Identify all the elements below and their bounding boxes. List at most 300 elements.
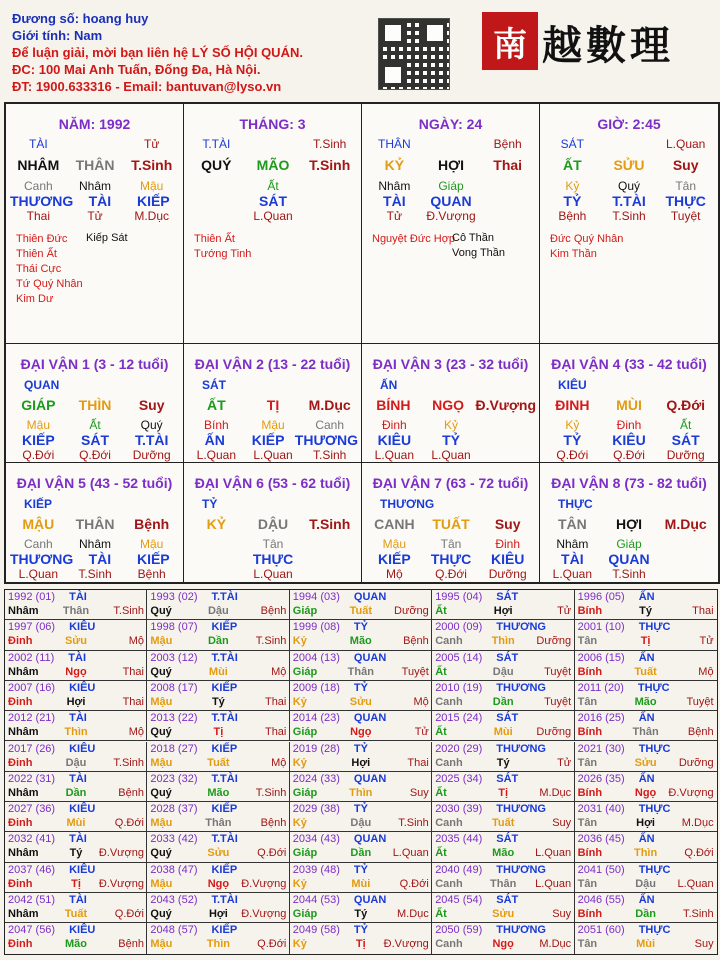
dai-van-title: ĐẠI VẬN 4 (33 - 42 tuổi) bbox=[551, 356, 707, 372]
year-stem: Canh bbox=[435, 817, 463, 830]
year-stem: Đinh bbox=[8, 695, 33, 708]
year-stem: Giáp bbox=[292, 665, 318, 678]
year-stage: Tử bbox=[557, 605, 572, 617]
dai-van-main-0: MẬU bbox=[22, 516, 55, 532]
dai-van-main-2: M.Dục bbox=[308, 397, 351, 413]
dai-van-hidden-0: Đinh bbox=[381, 418, 407, 432]
dai-van-stages-1: Q.Đới bbox=[79, 448, 111, 462]
dai-van-stages-0: Q.Đới bbox=[556, 448, 589, 462]
dai-van-hidden-1: Kỷ bbox=[444, 418, 459, 432]
year-header bbox=[578, 591, 655, 603]
year-branch: Sửu bbox=[349, 695, 372, 708]
year-branch: Mùi bbox=[208, 665, 228, 678]
dai-van-god: QUAN bbox=[24, 378, 60, 392]
pillar-title: NGÀY: 24 bbox=[418, 116, 483, 132]
year-god: T.TÀI bbox=[211, 772, 238, 785]
year-cell bbox=[5, 711, 147, 741]
year-label: 1993 (02) bbox=[150, 591, 198, 603]
year-god: KIÊU bbox=[69, 924, 96, 937]
year-cell bbox=[5, 802, 147, 832]
year-branch: Sửu bbox=[207, 847, 230, 860]
year-stage: Mộ bbox=[128, 635, 144, 648]
year-god: TÀI bbox=[69, 833, 87, 846]
year-header bbox=[578, 652, 655, 664]
year-label: 2020 (29) bbox=[435, 742, 483, 755]
pillar-gods bbox=[544, 193, 714, 209]
dai-van-gods-0: KIÊU bbox=[377, 432, 412, 448]
year-stage: Đ.Vượng bbox=[668, 786, 714, 799]
year-stem: Tân bbox=[577, 877, 598, 890]
year-stage: T.Sinh bbox=[398, 817, 429, 830]
pillar-star-2: Cô Thần bbox=[452, 232, 494, 244]
dai-van-gods bbox=[544, 551, 714, 567]
year-header bbox=[150, 894, 237, 906]
year-header bbox=[8, 864, 95, 876]
dai-van-main-2: M.Dục bbox=[664, 516, 707, 532]
seal-logo: 南 bbox=[482, 12, 538, 70]
dai-van-main-0: CANH bbox=[374, 516, 415, 532]
year-stem: Quý bbox=[150, 605, 172, 617]
year-cell bbox=[432, 772, 574, 802]
year-header bbox=[293, 803, 368, 815]
pillar-main-0: QUÝ bbox=[201, 157, 232, 173]
year-label: 2047 (56) bbox=[8, 924, 56, 937]
pillar-top-2: L.Quan bbox=[665, 137, 706, 151]
dai-van-gods bbox=[188, 551, 358, 567]
year-label: 2008 (17) bbox=[150, 681, 198, 694]
dai-van-gods bbox=[10, 551, 180, 567]
year-label: 2030 (39) bbox=[435, 803, 483, 816]
dai-van-gods-1: KIÊU bbox=[612, 432, 646, 448]
dai-van-stages bbox=[10, 448, 180, 462]
year-god: T.TÀI bbox=[211, 894, 238, 906]
year-stage: Tử bbox=[699, 635, 714, 648]
dai-van-title: ĐẠI VẬN 3 (23 - 32 tuổi) bbox=[372, 356, 529, 372]
year-stage: Đ.Vượng bbox=[241, 877, 287, 890]
dai-van-stages-0 bbox=[188, 567, 245, 581]
dai-van-hidden-0: Canh bbox=[23, 537, 53, 551]
year-header bbox=[293, 621, 368, 633]
year-header bbox=[435, 652, 518, 664]
dai-van-8 bbox=[540, 463, 718, 582]
year-stem: Mậu bbox=[150, 635, 173, 648]
dai-van-main-2: Suy bbox=[138, 397, 165, 413]
star-item: Thiên Ất bbox=[194, 233, 235, 245]
year-body bbox=[435, 605, 571, 617]
year-header bbox=[150, 773, 237, 785]
pillar-stages-0: Bệnh bbox=[558, 209, 587, 223]
year-body bbox=[578, 938, 714, 950]
dai-van-stages-1: T.Sinh bbox=[78, 567, 112, 581]
year-god: SÁT bbox=[496, 833, 519, 846]
dai-van-gods-1: THỰC bbox=[430, 551, 472, 567]
pillar-top-0: THÂN bbox=[378, 137, 411, 151]
year-cell bbox=[432, 832, 574, 862]
year-god: THƯƠNG bbox=[496, 863, 546, 876]
year-body bbox=[150, 817, 286, 829]
dai-van-gods-2 bbox=[657, 551, 714, 567]
brand-logo: 越數理 bbox=[542, 22, 674, 69]
year-branch: Tý bbox=[69, 847, 83, 860]
year-branch: Hợi bbox=[351, 756, 371, 769]
owner-name: Đương số: hoang huy bbox=[12, 11, 149, 26]
contact-line: Để luận giải, mời bạn liên hệ LÝ SỐ HỘI QUÁN. bbox=[12, 45, 303, 60]
dai-van-main-2: Đ.Vượng bbox=[475, 397, 537, 413]
pillar-title: GIỜ: 2:45 bbox=[597, 116, 661, 132]
year-body bbox=[293, 938, 429, 950]
year-god: THỰC bbox=[638, 621, 671, 634]
year-label: 2039 (48) bbox=[292, 863, 340, 876]
dai-van-gods-1: KIẾP bbox=[251, 432, 285, 448]
year-body bbox=[150, 787, 286, 799]
year-stage: T.Sinh bbox=[255, 635, 287, 648]
year-stage: L.Quan bbox=[392, 847, 429, 860]
year-cell bbox=[432, 711, 574, 741]
year-branch: Tý bbox=[496, 756, 510, 769]
year-god: T.TÀI bbox=[211, 833, 238, 846]
year-god: T.TÀI bbox=[211, 591, 238, 603]
year-body bbox=[293, 696, 429, 708]
year-branch: Tuất bbox=[491, 817, 515, 830]
year-stage: Dưỡng bbox=[394, 605, 429, 617]
year-stage: Dưỡng bbox=[536, 635, 572, 648]
year-branch: Thìn bbox=[633, 847, 658, 860]
year-god: TỶ bbox=[353, 742, 368, 755]
year-branch: Thân bbox=[490, 877, 517, 890]
year-body bbox=[578, 847, 714, 859]
year-stem: Kỷ bbox=[292, 695, 307, 708]
year-cell bbox=[147, 711, 289, 741]
year-body bbox=[8, 787, 144, 799]
dai-van-stages bbox=[544, 567, 714, 581]
dai-van-hidden bbox=[544, 537, 714, 551]
pillar-hidden-2: Tân bbox=[675, 179, 697, 193]
pillar-1 bbox=[184, 104, 362, 344]
year-branch: Tị bbox=[71, 877, 81, 890]
year-header bbox=[8, 712, 87, 724]
dai-van-main bbox=[366, 397, 536, 413]
year-stem: Tân bbox=[577, 817, 598, 830]
dai-van-stages bbox=[188, 567, 358, 581]
year-body bbox=[150, 726, 286, 738]
dai-van-6 bbox=[184, 463, 362, 582]
year-god: THỰC bbox=[638, 924, 671, 937]
year-branch: Dậu bbox=[207, 605, 229, 617]
year-branch: Tị bbox=[640, 635, 651, 648]
pillar-main-2: T.Sinh bbox=[131, 157, 173, 173]
year-body bbox=[578, 757, 714, 769]
year-cell bbox=[432, 681, 574, 711]
pillar-hidden-1: Nhâm bbox=[79, 179, 112, 193]
star-item: Thiên Đức bbox=[16, 233, 68, 245]
year-stage: L.Quan bbox=[677, 877, 714, 890]
year-stage: Thai bbox=[122, 665, 144, 678]
dai-van-5 bbox=[6, 463, 184, 582]
year-branch: Dần bbox=[635, 908, 656, 920]
year-branch: Mão bbox=[64, 938, 87, 951]
pillar-stages bbox=[10, 209, 180, 223]
star-item: Kim Thần bbox=[550, 248, 597, 260]
year-stage: Mộ bbox=[271, 756, 287, 769]
year-label: 1995 (04) bbox=[435, 591, 483, 603]
year-label: 2012 (21) bbox=[8, 712, 56, 725]
pillar-stars bbox=[194, 232, 251, 262]
year-branch: Tị bbox=[213, 726, 224, 739]
year-label: 2004 (13) bbox=[292, 651, 340, 664]
year-body bbox=[8, 938, 144, 950]
dai-van-hidden bbox=[366, 418, 536, 432]
pillar-main-0: KỶ bbox=[384, 157, 405, 173]
pillar-top bbox=[544, 137, 714, 151]
year-label: 2021 (30) bbox=[577, 742, 625, 755]
year-body bbox=[578, 787, 714, 799]
dai-van-gods-2: KIÊU bbox=[490, 551, 525, 567]
dai-van-gods-1: QUAN bbox=[608, 551, 650, 567]
year-label: 2041 (50) bbox=[577, 863, 625, 876]
dai-van-main bbox=[188, 516, 358, 532]
dai-van-stages bbox=[366, 567, 536, 581]
pillar-main-2: Thai bbox=[493, 157, 523, 173]
year-stem: Đinh bbox=[8, 877, 33, 890]
year-god: THỰC bbox=[638, 863, 671, 876]
dai-van-stages-0: L.Quan bbox=[18, 567, 59, 581]
pillar-hidden bbox=[188, 179, 358, 193]
dai-van-hidden-0: Bính bbox=[203, 418, 229, 432]
year-stage: Đ.Vượng bbox=[383, 938, 429, 951]
year-body bbox=[8, 605, 144, 617]
year-stage: Bệnh bbox=[118, 938, 144, 951]
dai-van-hidden-1: Đinh bbox=[616, 418, 642, 432]
pillar-top-2: Tử bbox=[143, 137, 160, 151]
year-god: ẤN bbox=[638, 712, 655, 725]
pillar-gods-2: KIẾP bbox=[136, 193, 170, 209]
owner-gender: Giới tính: Nam bbox=[12, 28, 103, 43]
year-body bbox=[293, 817, 429, 829]
year-god: TÀI bbox=[69, 591, 87, 603]
year-god: THỰC bbox=[637, 681, 670, 694]
pillar-top-0: SÁT bbox=[560, 137, 584, 151]
year-god: KIÊU bbox=[69, 863, 96, 876]
dai-van-gods-2 bbox=[301, 551, 358, 567]
year-god: KIẾP bbox=[211, 681, 238, 694]
pillar-hidden bbox=[544, 179, 714, 193]
year-stem: Mậu bbox=[150, 756, 173, 769]
pillar-star-3: Vong Thần bbox=[452, 247, 506, 259]
dai-van-title: ĐẠI VẬN 7 (63 - 72 tuổi) bbox=[372, 475, 529, 491]
dai-van-main-1: TUẤT bbox=[432, 516, 470, 532]
pillar-gods bbox=[10, 193, 180, 209]
year-body bbox=[8, 847, 144, 859]
year-label: 2028 (37) bbox=[150, 803, 198, 816]
year-header bbox=[578, 682, 670, 694]
year-stem: Quý bbox=[150, 786, 172, 799]
year-stage: Dưỡng bbox=[536, 726, 572, 739]
dai-van-3 bbox=[362, 344, 540, 463]
year-body bbox=[293, 726, 429, 738]
pillar-top-2: Bệnh bbox=[493, 137, 522, 151]
year-stage: Mộ bbox=[698, 665, 714, 678]
dai-van-stages-2: T.Sinh bbox=[313, 448, 347, 462]
year-branch: Hợi bbox=[208, 908, 228, 920]
year-god: KIẾP bbox=[211, 742, 238, 755]
year-cell bbox=[432, 863, 574, 893]
qr-code-icon bbox=[378, 18, 450, 90]
year-body bbox=[435, 908, 571, 920]
dai-van-main-1: TỊ bbox=[266, 397, 280, 413]
year-stage: Thai bbox=[122, 695, 144, 708]
pillar-stages-1: Tử bbox=[87, 209, 103, 223]
year-stage: Bệnh bbox=[403, 635, 429, 648]
dai-van-stages bbox=[544, 448, 714, 462]
year-cell bbox=[290, 863, 432, 893]
year-stage: M.Dục bbox=[397, 908, 429, 920]
year-body bbox=[435, 696, 571, 708]
dai-van-title: ĐẠI VẬN 2 (13 - 22 tuổi) bbox=[194, 356, 351, 372]
year-branch: Mùi bbox=[636, 938, 656, 951]
year-branch: Dần bbox=[207, 635, 229, 648]
year-body bbox=[293, 787, 429, 799]
year-god: THƯƠNG bbox=[496, 742, 546, 755]
dai-van-god: SÁT bbox=[202, 378, 226, 392]
dai-van-main bbox=[544, 516, 714, 532]
year-stem: Canh bbox=[435, 877, 463, 890]
pillar-hidden-0: Nhâm bbox=[378, 179, 411, 193]
pillar-main-1: MÃO bbox=[256, 157, 290, 173]
dai-van-hidden-1: Mậu bbox=[261, 418, 285, 432]
year-stem: Bính bbox=[577, 726, 603, 739]
year-stem: Tân bbox=[577, 635, 598, 648]
dai-van-main-1: DẬU bbox=[257, 516, 289, 532]
dai-van-main-0: ẤT bbox=[207, 397, 226, 413]
year-stem: Mậu bbox=[150, 877, 173, 890]
year-branch: Mão bbox=[634, 695, 657, 708]
dai-van-stages bbox=[10, 567, 180, 581]
year-cell bbox=[290, 802, 432, 832]
dai-van-hidden-2: Quý bbox=[140, 418, 163, 432]
year-header bbox=[435, 712, 518, 724]
dai-van-1 bbox=[6, 344, 184, 463]
year-label: 2010 (19) bbox=[435, 681, 483, 694]
year-stem: Ất bbox=[435, 665, 447, 678]
year-branch: Thìn bbox=[349, 786, 373, 799]
dai-van-main bbox=[10, 397, 180, 413]
pillar-star-2: Kiếp Sát bbox=[86, 232, 128, 244]
year-body bbox=[435, 787, 571, 799]
year-body bbox=[435, 726, 571, 738]
dai-van-gods-0: ẤN bbox=[204, 432, 225, 448]
year-body bbox=[293, 605, 429, 617]
year-god: QUAN bbox=[353, 591, 387, 603]
dai-van-main-1: THÂN bbox=[75, 516, 115, 532]
year-label: 2001 (10) bbox=[577, 621, 625, 634]
year-stem: Tân bbox=[577, 938, 598, 951]
year-header bbox=[293, 591, 386, 603]
dai-van-stages-2: Dưỡng bbox=[488, 567, 527, 581]
year-branch: Thân bbox=[347, 665, 374, 678]
star-item: Tứ Quý Nhân bbox=[16, 278, 83, 290]
year-stem: Đinh bbox=[8, 817, 33, 830]
year-body bbox=[8, 696, 144, 708]
year-stem: Kỷ bbox=[292, 817, 307, 830]
year-stem: Tân bbox=[577, 695, 598, 708]
year-label: 2038 (47) bbox=[150, 863, 198, 876]
year-label: 2002 (11) bbox=[8, 651, 55, 664]
year-label: 2016 (25) bbox=[577, 712, 625, 725]
year-header bbox=[578, 833, 655, 845]
year-branch: Tý bbox=[211, 695, 225, 708]
year-branch: Dậu bbox=[65, 756, 87, 769]
year-header bbox=[435, 833, 518, 845]
year-stem: Giáp bbox=[292, 847, 318, 860]
pillar-gods-2: THỰC bbox=[665, 193, 706, 209]
year-header bbox=[8, 894, 87, 906]
year-header bbox=[8, 682, 95, 694]
year-cell bbox=[432, 742, 574, 772]
year-branch: Mão bbox=[349, 635, 372, 648]
pillar-top-0: TÀI bbox=[29, 137, 48, 151]
year-body bbox=[435, 847, 571, 859]
year-body bbox=[578, 635, 714, 647]
year-label: 2011 (20) bbox=[577, 681, 624, 694]
year-stage: Thai bbox=[264, 695, 287, 708]
year-header bbox=[435, 682, 546, 694]
year-cell bbox=[290, 742, 432, 772]
year-stage: Suy bbox=[552, 817, 572, 830]
year-stem: Kỷ bbox=[292, 938, 307, 951]
dai-van-hidden bbox=[10, 537, 180, 551]
year-god: KIÊU bbox=[69, 621, 96, 634]
year-body bbox=[435, 757, 571, 769]
year-cell bbox=[432, 620, 574, 650]
year-branch: Mão bbox=[207, 786, 230, 799]
year-label: 2029 (38) bbox=[292, 803, 340, 816]
pillar-title: THÁNG: 3 bbox=[239, 116, 306, 132]
year-god: THƯƠNG bbox=[496, 924, 546, 937]
year-body bbox=[435, 666, 571, 678]
year-cell bbox=[290, 590, 432, 620]
pillar-stages-0 bbox=[188, 209, 245, 223]
pillar-main-2: Suy bbox=[672, 157, 699, 173]
year-stage: Mộ bbox=[271, 665, 287, 678]
year-branch: Tuất bbox=[349, 605, 372, 617]
pillar-gods-0: TỶ bbox=[563, 193, 582, 209]
pillar-title: NĂM: 1992 bbox=[58, 116, 131, 132]
year-body bbox=[8, 817, 144, 829]
year-header bbox=[150, 743, 237, 755]
year-god: SÁT bbox=[496, 894, 519, 906]
dai-van-stages-0: L.Quan bbox=[196, 448, 237, 462]
year-branch: Mùi bbox=[493, 726, 513, 739]
pillar-top-0: T.TÀI bbox=[202, 137, 231, 151]
year-header bbox=[150, 621, 237, 633]
dai-van-god: TỶ bbox=[202, 497, 218, 511]
dai-van-title: ĐẠI VẬN 6 (53 - 62 tuổi) bbox=[194, 475, 351, 491]
year-stem: Quý bbox=[150, 726, 172, 739]
year-god: QUAN bbox=[353, 894, 387, 906]
year-cell bbox=[5, 651, 147, 681]
year-stage: T.Sinh bbox=[255, 786, 287, 799]
year-body bbox=[8, 666, 144, 678]
year-branch: Dần bbox=[350, 847, 372, 860]
year-cell bbox=[5, 742, 147, 772]
year-god: ẤN bbox=[638, 651, 655, 664]
year-stage: Tuyệt bbox=[401, 665, 429, 678]
year-stage: M.Dục bbox=[539, 938, 572, 951]
dai-van-main-1: THÌN bbox=[78, 397, 112, 413]
pillar-hidden-2 bbox=[301, 179, 358, 193]
pillar-main-1: THÂN bbox=[75, 157, 115, 173]
dai-van-gods bbox=[10, 432, 180, 448]
